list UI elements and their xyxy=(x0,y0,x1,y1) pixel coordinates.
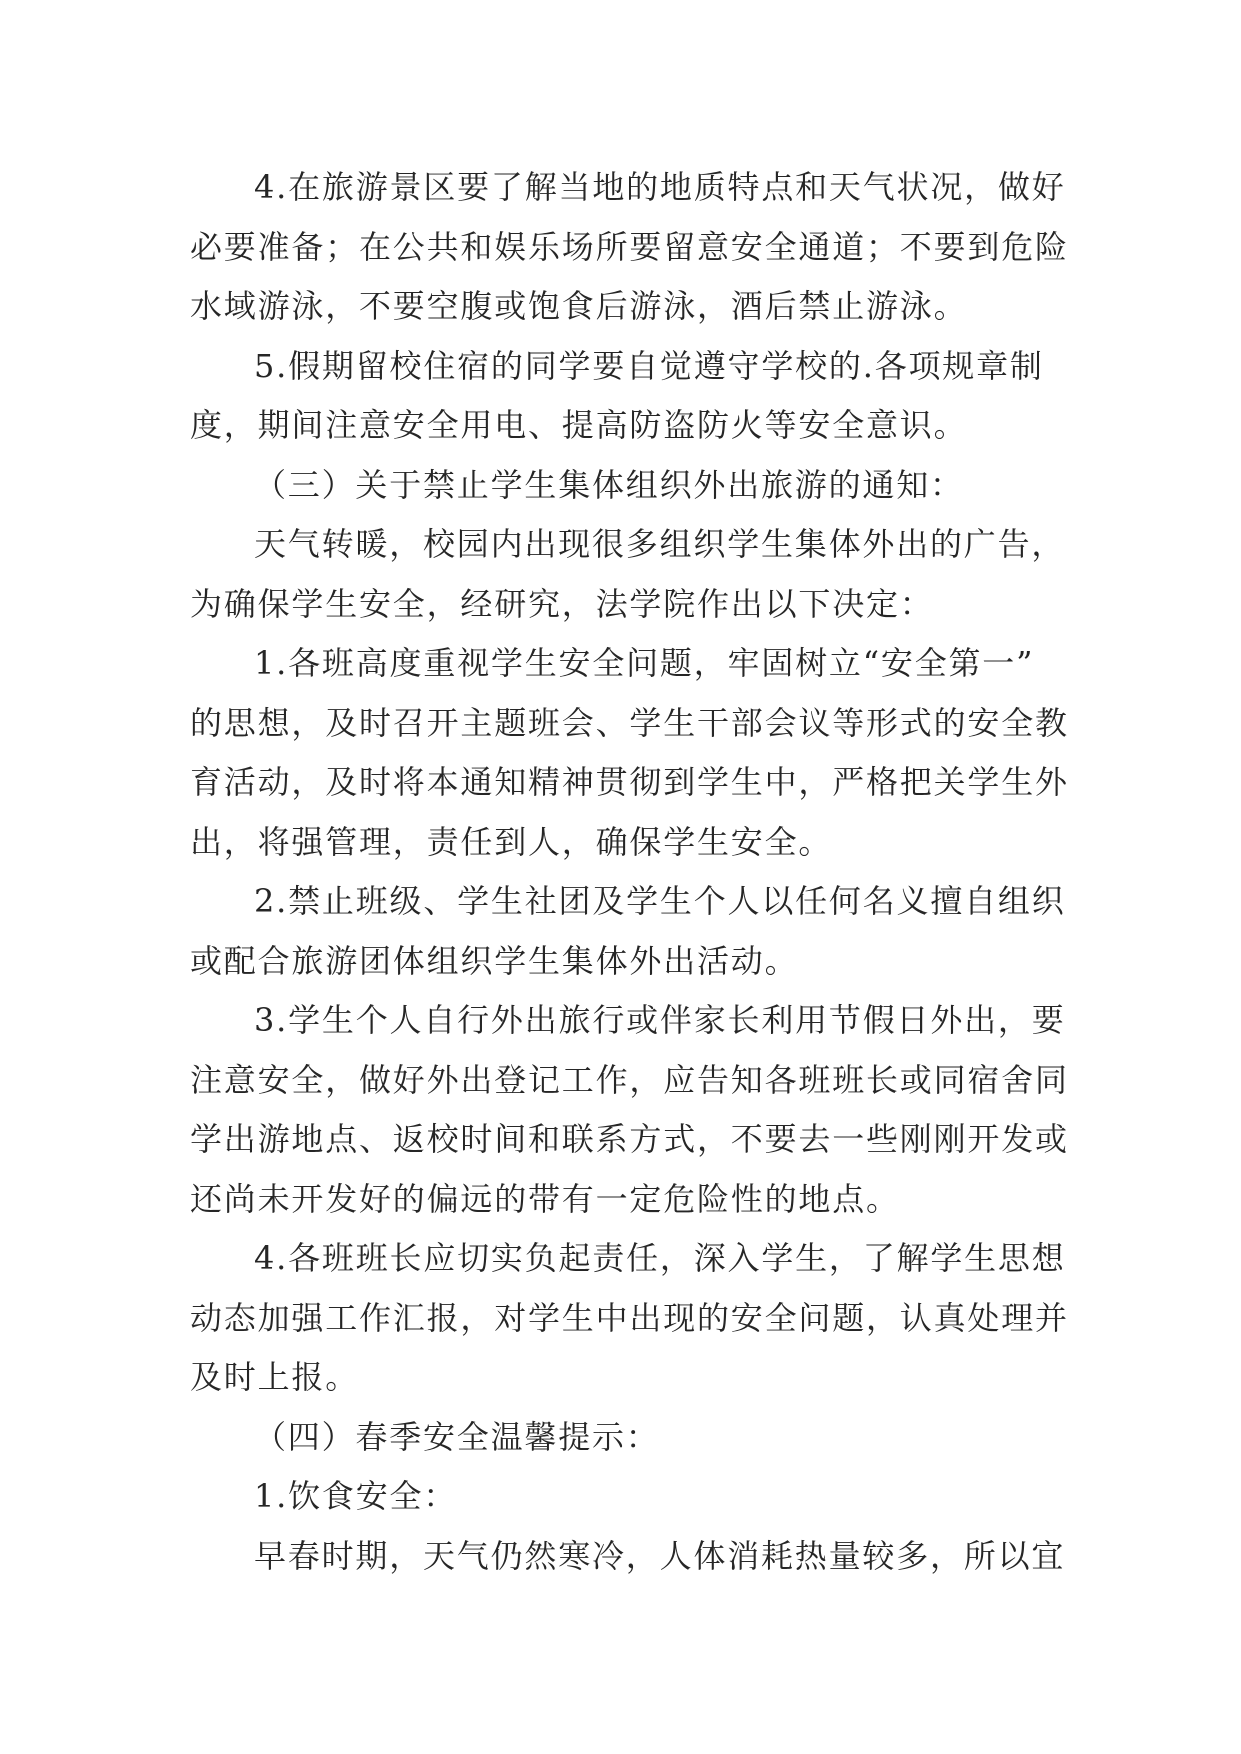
paragraph-line: 5.假期留校住宿的同学要自觉遵守学校的.各项规章制 xyxy=(254,346,1044,385)
paragraph-line: 育活动，及时将本通知精神贯彻到学生中，严格把关学生外 xyxy=(190,763,1069,801)
paragraph-line: 及时上报。 xyxy=(190,1358,360,1396)
paragraph-line: 为确保学生安全，经研究，法学院作出以下决定： xyxy=(190,584,934,623)
paragraph-line: 动态加强工作汇报，对学生中出现的安全问题，认真处理并 xyxy=(190,1298,1069,1337)
paragraph-line: 3.学生个人自行外出旅行或伴家长利用节假日外出，要 xyxy=(254,1001,1066,1039)
paragraph-line: 4.在旅游景区要了解当地的地质特点和天气状况，做好 xyxy=(254,168,1066,206)
subsection-heading: 1.饮食安全： xyxy=(254,1477,458,1515)
paragraph-line: 4.各班班长应切实负起责任，深入学生，了解学生思想 xyxy=(254,1239,1066,1277)
paragraph-line: 2.禁止班级、学生社团及学生个人以任何名义擅自组织 xyxy=(254,882,1066,920)
section-heading: （四）春季安全温馨提示： xyxy=(254,1417,660,1456)
document-body xyxy=(190,158,1069,1586)
paragraph-line: 必要准备；在公共和娱乐场所要留意安全通道；不要到危险 xyxy=(190,227,1069,266)
paragraph-line: 水域游泳，不要空腹或饱食后游泳，酒后禁止游泳。 xyxy=(190,287,968,325)
paragraph-line: 注意安全，做好外出登记工作，应告知各班班长或同宿舍同 xyxy=(190,1060,1069,1099)
paragraph-line: 还尚未开发好的偏远的带有一定危险性的地点。 xyxy=(190,1179,900,1218)
paragraph-line: 学出游地点、返校时间和联系方式，不要去一些刚刚开发或 xyxy=(190,1120,1069,1158)
paragraph-line: 天气转暖，校园内出现很多组织学生集体外出的广告， xyxy=(254,525,1066,563)
paragraph-line: 的思想，及时召开主题班会、学生干部会议等形式的安全教 xyxy=(190,703,1069,742)
paragraph-line: 度，期间注意安全用电、提高防盗防火等安全意识。 xyxy=(190,406,968,444)
section-heading: （三）关于禁止学生集体组织外出旅游的通知： xyxy=(254,465,964,504)
paragraph-line: 或配合旅游团体组织学生集体外出活动。 xyxy=(190,941,799,980)
paragraph-line: 1.各班高度重视学生安全问题，牢固树立“安全第一” xyxy=(254,644,1035,682)
paragraph-line: 早春时期，天气仍然寒冷，人体消耗热量较多，所以宜 xyxy=(254,1536,1066,1575)
paragraph-line: 出，将强管理，责任到人，确保学生安全。 xyxy=(190,822,833,861)
